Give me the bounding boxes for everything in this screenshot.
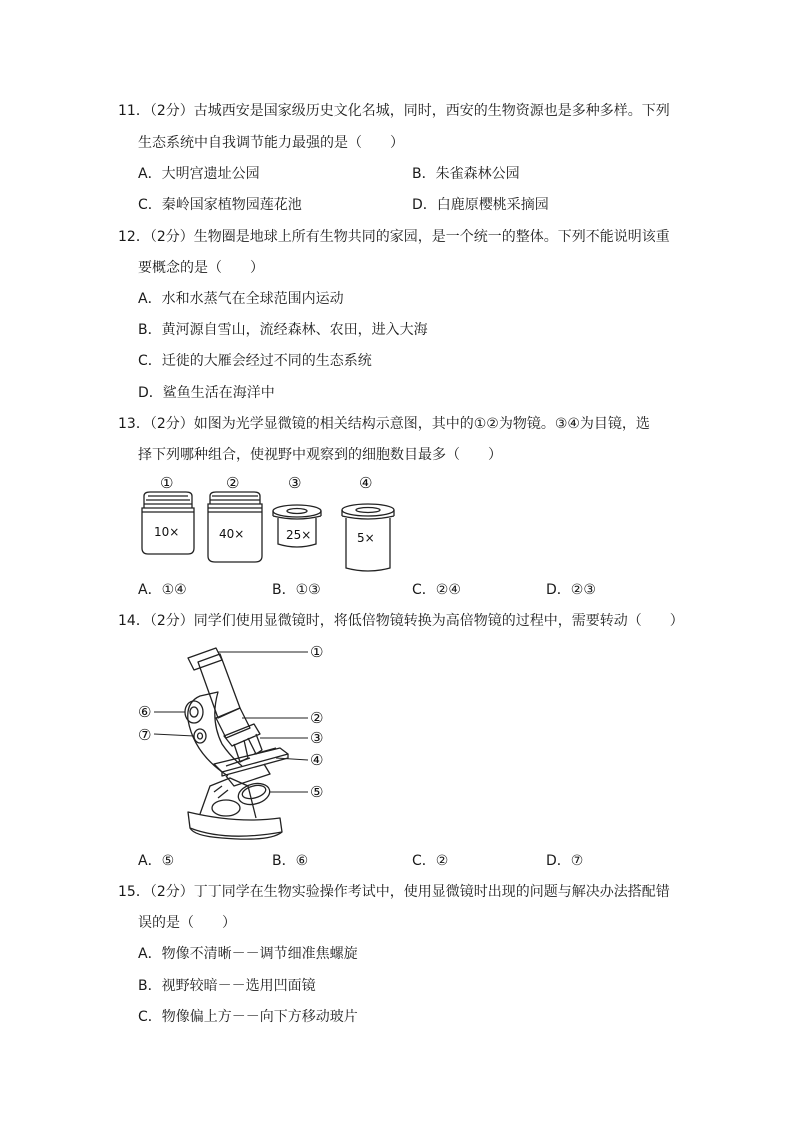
lens-num-2: ② bbox=[226, 474, 240, 492]
lens-mag-4: 5× bbox=[357, 531, 375, 545]
microscope-label-6: ⑥ bbox=[138, 703, 152, 721]
q12-stem-line1: 12．（2分）生物圈是地球上所有生物共同的家园，是一个统一的整体。下列不能说明该重 bbox=[118, 229, 670, 245]
q11-option-c: C．秦岭国家植物园莲花池 bbox=[138, 197, 302, 213]
microscope-label-7: ⑦ bbox=[138, 726, 152, 744]
q11-stem-line1: 11．（2分）古城西安是国家级历史文化名城，同时，西安的生物资源也是多种多样。下列 bbox=[118, 103, 670, 119]
objective-lens-1 bbox=[142, 492, 194, 554]
q12-option-c: C．迁徙的大雁会经过不同的生态系统 bbox=[138, 353, 372, 369]
microscope-label-2: ② bbox=[310, 709, 324, 727]
q14-stem-line1: 14．（2分）同学们使用显微镜时，将低倍物镜转换为高倍物镜的过程中，需要转动（ ） bbox=[118, 613, 684, 629]
lens-mag-2: 40× bbox=[219, 527, 245, 541]
q12-option-b: B．黄河源自雪山，流经森林、农田，进入大海 bbox=[138, 322, 428, 338]
lens-mag-1: 10× bbox=[154, 525, 180, 539]
q13-stem-line2: 择下列哪种组合，使视野中观察到的细胞数目最多（ ） bbox=[138, 447, 502, 463]
lens-diagram bbox=[130, 474, 400, 574]
microscope-label-3: ③ bbox=[310, 729, 324, 747]
fine-knob bbox=[194, 729, 206, 743]
mirror bbox=[236, 780, 272, 808]
q12-option-a: A．水和水蒸气在全球范围内运动 bbox=[138, 291, 344, 307]
q15-option-b: B．视野较暗－－选用凹面镜 bbox=[138, 978, 316, 994]
q13-option-c: C．②④ bbox=[412, 582, 461, 598]
q15-option-c: C．物像偏上方－－向下方移动玻片 bbox=[138, 1009, 358, 1025]
microscope-label-5: ⑤ bbox=[310, 783, 324, 801]
q14-option-c: C．② bbox=[412, 853, 449, 869]
q12-stem-line2: 要概念的是（ ） bbox=[138, 260, 264, 276]
lens-num-3: ③ bbox=[288, 474, 302, 492]
q13-option-b: B．①③ bbox=[272, 582, 321, 598]
q15-option-a: A．物像不清晰－－调节细准焦螺旋 bbox=[138, 946, 358, 962]
lens-num-4: ④ bbox=[359, 474, 373, 492]
q14-option-a: A．⑤ bbox=[138, 853, 175, 869]
q14-option-d: D．⑦ bbox=[546, 853, 584, 869]
lens-mag-3: 25× bbox=[286, 528, 312, 542]
q11-stem-line2: 生态系统中自我调节能力最强的是（ ） bbox=[138, 135, 404, 151]
q15-stem-line1: 15．（2分）丁丁同学在生物实验操作考试中，使用显微镜时出现的问题与解决办法搭配错 bbox=[118, 884, 670, 900]
nosepiece bbox=[224, 724, 260, 746]
q11-option-b: B．朱雀森林公园 bbox=[412, 166, 520, 182]
microscope-base bbox=[188, 812, 282, 836]
microscope-tube bbox=[198, 654, 240, 718]
q13-option-d: D．②③ bbox=[546, 582, 596, 598]
q13-option-a: A．①④ bbox=[138, 582, 187, 598]
lens-num-1: ① bbox=[160, 474, 174, 492]
microscope-diagram bbox=[130, 636, 340, 842]
q12-option-d: D．鲨鱼生活在海洋中 bbox=[138, 385, 275, 401]
q15-stem-line2: 误的是（ ） bbox=[138, 915, 236, 931]
q13-stem-line1: 13．（2分）如图为光学显微镜的相关结构示意图，其中的①②为物镜。③④为目镜，选 bbox=[118, 416, 650, 432]
microscope-label-4: ④ bbox=[310, 751, 324, 769]
q11-option-a: A．大明宫遗址公园 bbox=[138, 166, 260, 182]
q11-option-d: D．白鹿原樱桃采摘园 bbox=[412, 197, 549, 213]
q14-option-b: B．⑥ bbox=[272, 853, 309, 869]
microscope-label-1: ① bbox=[310, 643, 324, 661]
